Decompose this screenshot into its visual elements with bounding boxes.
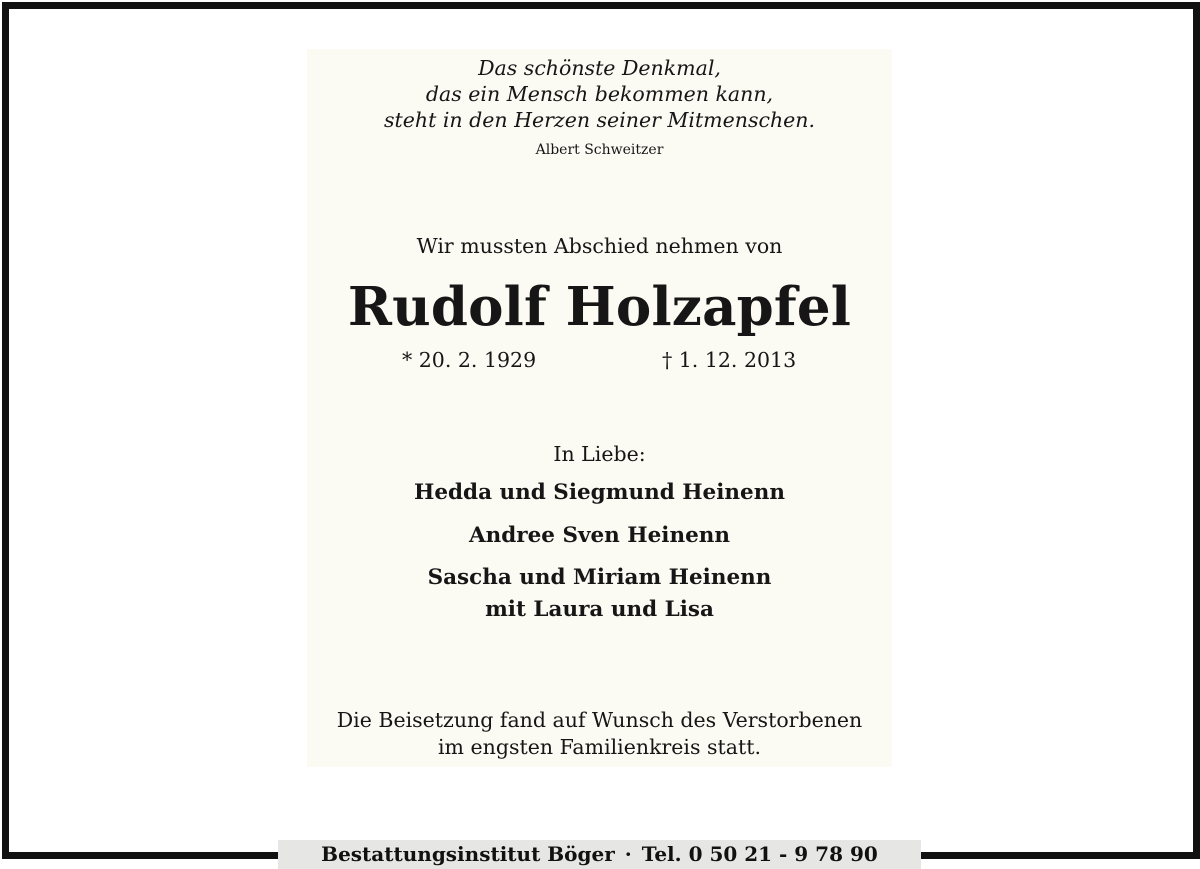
quote-line: das ein Mensch bekommen kann, xyxy=(425,82,774,106)
funeral-notice xyxy=(307,707,892,761)
mourner-name: Andree Sven Heinenn xyxy=(468,523,731,548)
notice-line: Die Beisetzung fand auf Wunsch des Verstorbenen xyxy=(336,708,863,732)
quote xyxy=(307,55,892,133)
mourner-name: mit Laura und Lisa xyxy=(485,597,714,622)
mourner-name: Hedda und Siegmund Heinenn xyxy=(414,480,785,505)
intro-text: Wir mussten Abschied nehmen von xyxy=(416,234,783,258)
deceased-name: Rudolf Holzapfel xyxy=(347,276,852,338)
mourners-label: In Liebe: xyxy=(553,442,646,466)
quote-author: Albert Schweitzer xyxy=(535,142,664,158)
funeral-home-name: Bestattungsinstitut Böger xyxy=(321,842,615,866)
birth-date: * 20. 2. 1929 xyxy=(402,348,537,372)
footer-separator: · xyxy=(624,842,632,866)
notice-line: im engsten Familienkreis statt. xyxy=(438,735,761,759)
funeral-home-footer xyxy=(278,840,921,869)
death-date: † 1. 12. 2013 xyxy=(662,348,797,372)
quote-line: steht in den Herzen seiner Mitmenschen. xyxy=(383,108,816,132)
mourner-name: Sascha und Miriam Heinenn xyxy=(427,565,772,590)
quote-line: Das schönste Denkmal, xyxy=(478,56,721,80)
obituary-panel xyxy=(307,49,892,767)
funeral-home-phone: Tel. 0 50 21 - 9 78 90 xyxy=(641,842,878,866)
